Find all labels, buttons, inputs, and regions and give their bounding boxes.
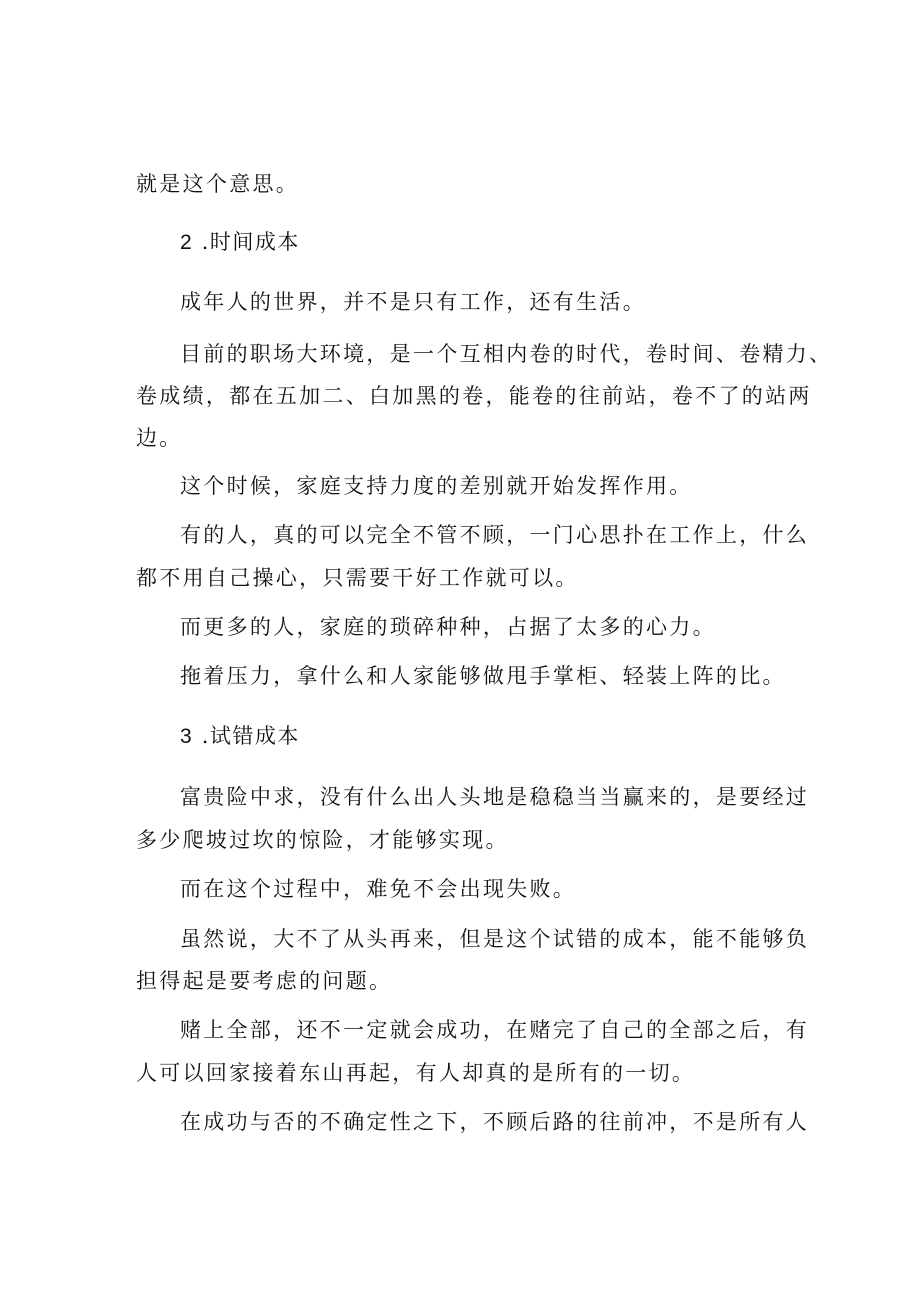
paragraph-line: 有的人，真的可以完全不管不顾，一门心思扑在工作上，什么 — [180, 523, 810, 547]
section-number: 2 — [180, 231, 192, 254]
paragraph-line: 边。 — [136, 426, 183, 450]
paragraph-line: 都不用自己操心，只需要干好工作就可以。 — [136, 566, 579, 590]
section-heading-trial-error-cost — [180, 722, 300, 751]
section-title: .时间成本 — [201, 230, 300, 254]
paragraph-line: 成年人的世界，并不是只有工作，还有生活。 — [180, 290, 646, 314]
paragraph-line: 人可以回家接着东山再起，有人却真的是所有的一切。 — [136, 1061, 696, 1085]
paragraph-line: 就是这个意思。 — [136, 172, 300, 196]
paragraph-line: 而更多的人，家庭的琐碎种种，占据了太多的心力。 — [180, 615, 716, 639]
paragraph-line: 在成功与否的不确定性之下，不顾后路的往前冲，不是所有人 — [180, 1110, 810, 1134]
section-number: 3 — [180, 725, 192, 748]
section-heading-time-cost — [180, 228, 300, 257]
paragraph-line: 这个时候，家庭支持力度的差别就开始发挥作用。 — [180, 474, 693, 498]
paragraph-line: 担得起是要考虑的问题。 — [136, 969, 393, 993]
paragraph-line: 拖着压力，拿什么和人家能够做甩手掌柜、轻装上阵的比。 — [180, 664, 786, 688]
paragraph-line: 而在这个过程中，难免不会出现失败。 — [180, 877, 577, 901]
paragraph-line: 赌上全部，还不一定就会成功，在赌完了自己的全部之后，有 — [180, 1018, 810, 1042]
paragraph-line: 卷成绩，都在五加二、白加黑的卷，能卷的往前站，卷不了的站两 — [136, 384, 812, 408]
section-title: .试错成本 — [201, 724, 300, 748]
paragraph-line: 多少爬坡过坎的惊险，才能够实现。 — [136, 828, 509, 852]
paragraph-line: 目前的职场大环境，是一个互相内卷的时代，卷时间、卷精力、 — [180, 342, 833, 366]
paragraph-line: 富贵险中求，没有什么出人头地是稳稳当当赢来的，是要经过 — [180, 785, 810, 809]
paragraph-line: 虽然说，大不了从头再来，但是这个试错的成本，能不能够负 — [180, 927, 810, 951]
